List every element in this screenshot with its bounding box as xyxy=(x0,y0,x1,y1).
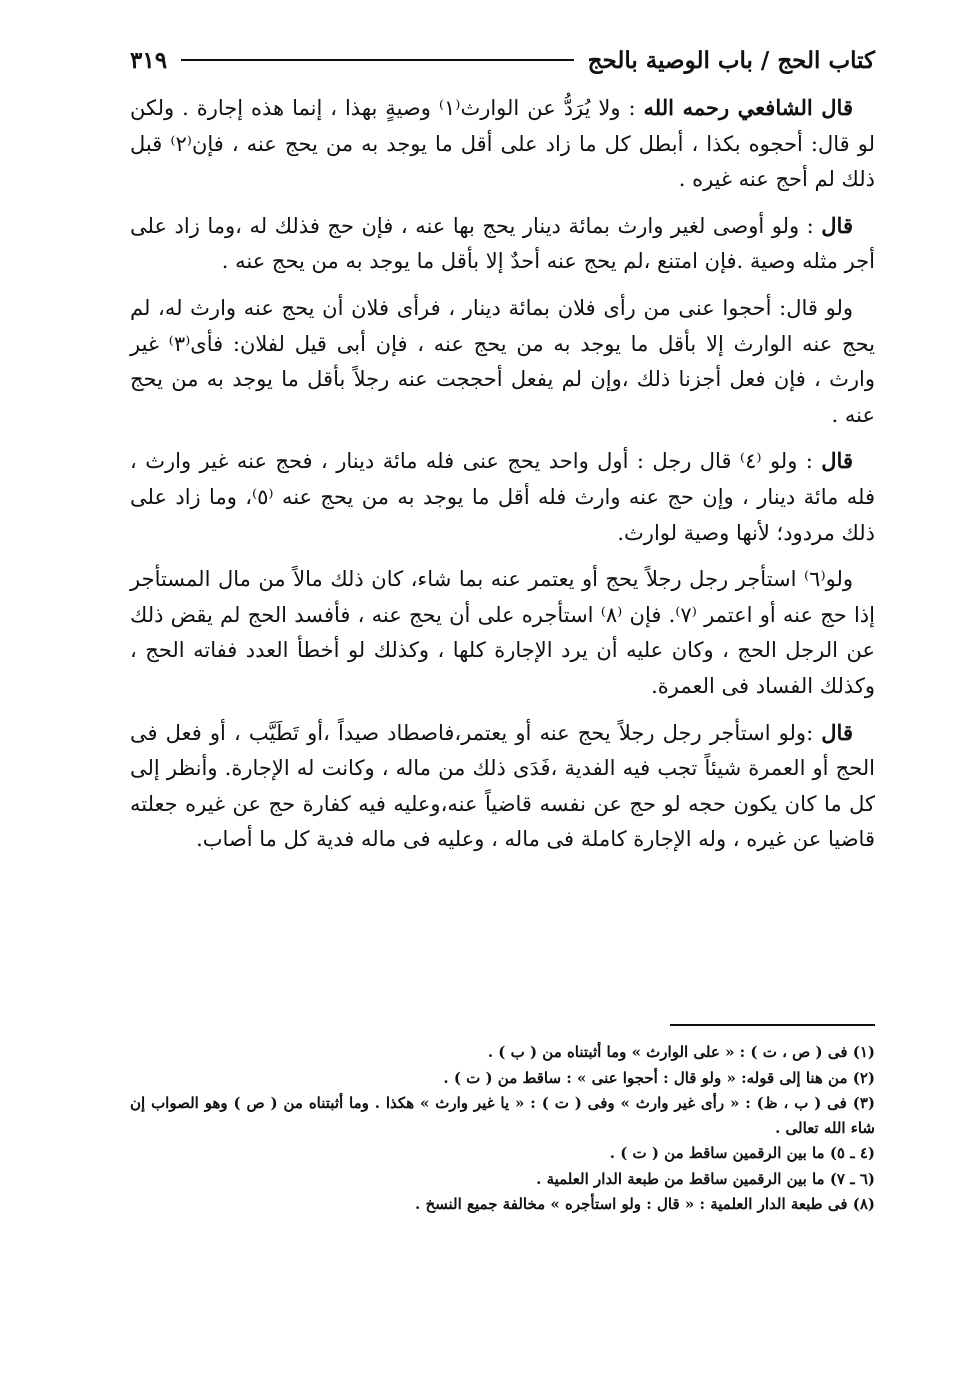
paragraph-text: ولو قال: أحجوا عنى من رأى فلان بمائة دينار ، فرأى فلان أن يحج عنه وارث له، لم يحج عنه الوارث إلا بأقل ما يوجد به من يحج عنه ، فإن أبى قيل لفلان: فأى⁽٣⁾ غير وارث ، فإن فعل أجزنا ذلك ،وإن لم يفعل أحججت عنه رجلاً بأقل ما يوجد به من يحج عنه . xyxy=(130,295,875,427)
paragraph-text: : ولا يُرَدُّ عن الوارث⁽١⁾ وصيةٍ بهذا ، إنما هذه إجارة . ولكن لو قال: أحجوه بكذا ، أبطل كل ما زاد على أقل ما يوجد به من يحج عنه ، فإن⁽٢⁾ قبل ذلك لم أحج عنه غيره . xyxy=(130,96,875,192)
main-text xyxy=(130,90,875,858)
paragraph-text: : ولو أوصى لغير وارث بمائة دينار يحج بها عنه ، فإن حج فذلك له ،وما زاد على أجر مثله وصية .فإن امتنع ،لم يحج عنه أحدٌ إلا بأقل ما يوجد به من يحج عنه . xyxy=(130,213,875,274)
paragraph xyxy=(130,715,875,858)
paragraph-text: : ولو ⁽٤⁾ قال رجل : أول واحد يحج عنى فله مائة دينار ، فحج عنه غير وارث ، فله مائة دينار ، وإن حج عنه وارث فله أقل ما يوجد به من يحج عنه ⁽٥⁾، وما زاد على ذلك مردود؛ لأنها وصية لوارث. xyxy=(130,449,875,545)
paragraph xyxy=(130,90,875,198)
page-number: ٣١٩ xyxy=(130,46,168,74)
running-header xyxy=(130,40,875,80)
paragraph-lead: قال xyxy=(821,212,853,238)
footnote: (٨) فى طبعة الدار العلمية : « قال : ولو استأجره » مخالفة جميع النسخ . xyxy=(415,1195,875,1213)
footnote: (١) فى ( ص ، ت ) : « على الوارث » وما أثبتناه من ( ب ) . xyxy=(487,1043,875,1061)
footnotes xyxy=(130,1040,875,1218)
footnote: (٢) من هنا إلى قوله: « ولو قال : أحجوا عنى » : ساقط من ( ت ) . xyxy=(443,1068,875,1087)
paragraph-lead: قال الشافعي رحمه الله xyxy=(643,95,853,120)
footnote: (٦ ـ ٧) ما بين الرقمين ساقط من طبعة الدار العلمية . xyxy=(536,1169,875,1188)
footnote-separator xyxy=(670,1024,875,1026)
header-title: كتاب الحج / باب الوصية بالحج xyxy=(587,46,875,74)
footnote: (٣) فى ( ب ، ظ) : « رأى غير وارث » وفى ( ت ) : « يا غير وارث » هكذا . وما أثبتناه من ( ص ) وهو الصواب إن شاء الله تعالى . xyxy=(130,1094,875,1137)
paragraph-text: ولو⁽٦⁾ استأجر رجل رجلاً يحج أو يعتمر عنه بما شاء، كان ذلك مالاً من مال المستأجر إذا حج عنه أو اعتمر ⁽٧⁾. فإن ⁽٨⁾ استأجره على أن يحج عنه ، فأفسد الحج لم يقض ذلك عن الرجل الحج ، وكان عليه أن يرد الإجارة كلها ، وكذلك لو أخطأ العدد ففاته الحج ، وكذلك الفساد فى العمرة. xyxy=(130,567,875,698)
paragraph xyxy=(130,290,875,433)
paragraph xyxy=(130,208,875,280)
paragraph xyxy=(130,561,875,704)
header-rule xyxy=(181,59,574,61)
paragraph-lead: قال xyxy=(821,719,853,745)
paragraph-lead: قال xyxy=(821,448,853,474)
footnote: (٤ ـ ٥) ما بين الرقمين ساقط من ( ت ) . xyxy=(609,1144,875,1162)
paragraph-text: :ولو استأجر رجل رجلاً يحج عنه أو يعتمر،فاصطاد صيداً ،أو تَطَيَّب ، أو فعل فى الحج أو العمرة شيئاً تجب فيه الفدية ،فَدَى ذلك من ماله ، وكانت له الإجارة. وأنظر إلى كل ما كان يكون حجه لو حج عن نفسه قاضياً عنه،وعليه فيه كفارة حج عن غيره جعلته قاضيا عن غيره ، وله الإجارة كاملة فى ماله ، وعليه فى ماله فدية كل ما أصاب. xyxy=(130,720,875,852)
paragraph xyxy=(130,443,875,551)
